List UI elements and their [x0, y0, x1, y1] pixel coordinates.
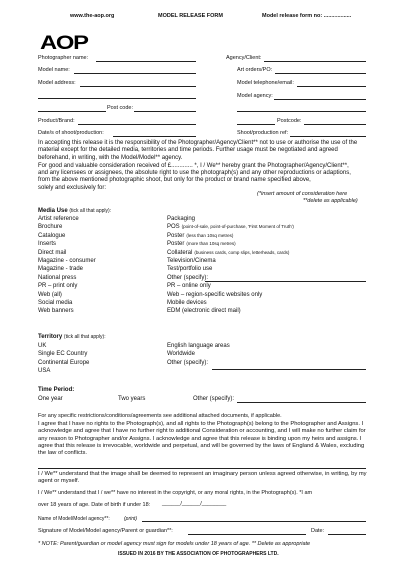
label-photographer-name: Photographer name:: [38, 55, 89, 61]
media-option-label: Test/portfolio use: [167, 266, 213, 273]
territory-option-worldwide[interactable]: Worldwide: [167, 351, 195, 358]
note-delete-applicable: **delete as applicable): [303, 198, 358, 204]
media-option-label: Web – region-specific websites only: [167, 291, 263, 298]
label-date: Date:: [311, 528, 325, 534]
form-title: MODEL RELEASE FORM: [158, 13, 223, 19]
label-shoot-production-ref: Shoot/production ref:: [237, 130, 289, 136]
media-option-pr-online-only-8[interactable]: [167, 283, 211, 289]
media-option-artist-reference[interactable]: Artist reference: [38, 216, 79, 222]
media-option-label: Collateral: [167, 249, 193, 256]
media-option-collateral-4[interactable]: [167, 250, 289, 256]
name-of-agency-field[interactable]: [142, 521, 366, 522]
label-postcode: Postcode:: [277, 118, 302, 124]
media-option-label: Poster: [167, 232, 185, 239]
label-dates-of-shoot: Date/s of shoot/production:: [38, 130, 104, 136]
media-option-packaging-0[interactable]: [167, 216, 195, 222]
intro-line-2d: solely and exclusively for:: [38, 185, 107, 191]
intro-line-2a: For good and valuable consideration received of £............. *, I / We** hereby grant the Photographer/Agency/Client**,: [38, 163, 349, 169]
model-address-field-2[interactable]: [38, 98, 196, 99]
product-brand-field[interactable]: [78, 124, 196, 125]
media-option-magazine-consumer[interactable]: Magazine - consumer: [38, 258, 96, 264]
post-code-field[interactable]: [134, 111, 196, 112]
territory-heading: Territory (tick all that apply):: [38, 334, 106, 340]
media-option-other-specify--7[interactable]: [167, 275, 208, 281]
dates-of-shoot-field[interactable]: [113, 136, 196, 137]
label-model-telephone-email: Model telephone/email:: [237, 80, 294, 86]
media-option-television-cinema-5[interactable]: [167, 258, 216, 264]
release-form-number: Model release form no: ..................: [262, 13, 352, 19]
terms-copyright: I / We** understand that I / we** have no interest in the copyright, or any moral rights, in the Photograph(s). *I am: [38, 490, 313, 496]
model-agency-field[interactable]: [274, 99, 366, 100]
territory-option-continental-europe[interactable]: Continental Europe: [38, 359, 90, 366]
media-option-social-media[interactable]: Social media: [38, 300, 73, 306]
intro-line-2b: and any licensees or assignees, the absolute right to use the photograph(s) and any other reproductions or adaptions,: [38, 170, 351, 176]
site-url: www.the-aop.org: [70, 13, 115, 19]
label-post-code: Post code:: [107, 105, 133, 111]
media-option-label: POS: [167, 224, 180, 231]
terms-imaginary-person: I / We** understand that the image shall be deemed to represent an imaginary person unless agreed otherwise, in writing, by my agent or myself.: [38, 471, 367, 485]
media-option-test-portfolio-use-6[interactable]: [167, 266, 212, 272]
media-option-label: PR – online only: [167, 283, 211, 290]
media-option-label: EDM (electronic direct mail): [167, 308, 241, 315]
aop-logo: AOP: [40, 33, 88, 54]
model-address-field[interactable]: [80, 86, 196, 87]
media-option-pr-print-only[interactable]: PR – print only: [38, 283, 78, 290]
terms-agreement: I agree that I have no rights to the Photograph(s), and all rights to the Photograph(s) belong to the Photographer and Assigns. I acknowledge and agree that I have no further right to additional Consideration or accounting, and I will make no further claim for any reason to Photographer and/or Assigns. I acknowledge and agree that this release is binding upon my heirs and assigns. I agree that this release is irrevocable, worldwide and perpetual, and will be governed by the laws of England & Wales, excluding the law of conflicts.: [38, 421, 366, 457]
label-product-brand: Product/Brand:: [38, 118, 75, 124]
model-name-field[interactable]: [74, 73, 196, 74]
media-option-poster-2[interactable]: [167, 233, 233, 239]
intro-line-2c: from the above mentioned photographic shoot, but only for the product or brand name specified above,: [38, 177, 311, 183]
media-option-national-press[interactable]: National press: [38, 274, 77, 281]
media-option-magazine-trade[interactable]: Magazine - trade: [38, 266, 84, 273]
media-option-catalogue[interactable]: Catalogue: [38, 232, 66, 239]
territory-option-english-language-areas[interactable]: English language areas: [167, 343, 230, 349]
media-other-field[interactable]: [205, 281, 366, 282]
media-option-poster-3[interactable]: [167, 241, 236, 247]
media-option-note: (more than 10sq metres): [186, 241, 236, 247]
label-model-name: Model name:: [38, 67, 70, 73]
media-option-note: (point-of-sale, point-of-purchase, 'First Moment of Truth'): [181, 224, 294, 230]
terms-restrictions: For any specific restrictions/conditions/agreements see additional attached documents, if applicable.: [38, 413, 282, 419]
media-option-label: Other (specify):: [167, 274, 209, 281]
media-option-label: Poster: [167, 241, 185, 248]
date-field[interactable]: [328, 534, 366, 535]
media-option-web-region-specific-websites-only-9[interactable]: [167, 292, 262, 298]
media-option-brochure[interactable]: Brochure: [38, 224, 63, 231]
model-address-field-3[interactable]: [38, 111, 106, 112]
media-option-label: Packaging: [167, 216, 196, 222]
footer-note: * NOTE: Parent/guardian or model agency must sign for models under 18 years of age. ** Delete as appropriate: [38, 541, 311, 547]
agency-client-field[interactable]: [264, 61, 366, 62]
media-use-heading: Media Use (tick all that apply):: [38, 208, 112, 214]
time-period-other-field[interactable]: [237, 402, 366, 403]
label-print: (print): [124, 516, 138, 522]
signature-field[interactable]: [188, 534, 306, 535]
time-period-two-years[interactable]: Two years: [118, 396, 146, 402]
model-agency-field-3[interactable]: [237, 124, 275, 125]
territory-option-other-specify-[interactable]: Other (specify):: [167, 359, 209, 366]
postcode-field[interactable]: [304, 124, 366, 125]
label-model-agency: Model agency:: [237, 93, 273, 99]
shoot-production-ref-field[interactable]: [290, 136, 366, 137]
intro-paragraph-1: In accepting this release it is the responsibility of the Photographer/Agency/Client** not to use or authorise the use of the material except for the detailed media, territories and time periods. Further usage must be negotiated and agreed beforehand, in writing, with the Model/Model** agency.: [38, 140, 358, 161]
media-option-label: Mobile devices: [167, 300, 207, 306]
date-of-birth-field[interactable]: ______/______/________: [162, 501, 227, 507]
time-period-other[interactable]: Other (specify):: [193, 396, 235, 402]
territory-option-usa[interactable]: USA: [38, 368, 51, 375]
media-option-inserts[interactable]: Inserts: [38, 241, 57, 248]
age-line: over 18 years of age. Date of birth if under 18:: [38, 502, 151, 508]
media-option-pos-1[interactable]: [167, 224, 294, 230]
label-art-orders-po: Art orders/PO:: [237, 67, 273, 73]
territory-option-single-ec-country[interactable]: Single EC Country: [38, 351, 88, 358]
media-option-web-all-[interactable]: Web (all): [38, 291, 62, 298]
media-option-mobile-devices-10[interactable]: [167, 300, 207, 306]
time-period-one-year[interactable]: One year: [38, 396, 63, 402]
model-telephone-email-field[interactable]: [297, 86, 366, 87]
media-option-note: (less than 10sq metres): [186, 232, 234, 238]
media-option-direct-mail[interactable]: Direct mail: [38, 249, 67, 256]
label-agency-client: Agency/Client:: [226, 55, 262, 61]
divider-line: [38, 468, 366, 469]
note-insert-amount: (*insert amount of consideration here: [257, 191, 348, 197]
label-name-of-agency: Name of Model/Model agency**:: [38, 516, 110, 522]
photographer-name-field[interactable]: [96, 61, 196, 62]
media-option-note: (business cards, comp slips, letterheads, cards): [194, 249, 290, 255]
art-orders-po-field[interactable]: [275, 73, 366, 74]
territory-option-uk[interactable]: UK: [38, 343, 47, 349]
media-option-web-banners[interactable]: Web banners: [38, 308, 74, 315]
territory-other-field[interactable]: [212, 369, 366, 370]
label-model-address: Model address:: [38, 80, 76, 86]
label-signature: Signature of Model/Model agency/Parent or guardian**:: [38, 528, 173, 534]
media-option-label: Television/Cinema: [167, 258, 216, 264]
footer-issued: ISSUED IN 2016 BY THE ASSOCIATION OF PHOTOGRAPHERS LTD.: [118, 551, 279, 557]
media-option-edm-electronic-direct-mail--11[interactable]: [167, 308, 241, 314]
time-period-heading: Time Period:: [38, 387, 75, 393]
model-agency-field-2[interactable]: [237, 111, 366, 112]
